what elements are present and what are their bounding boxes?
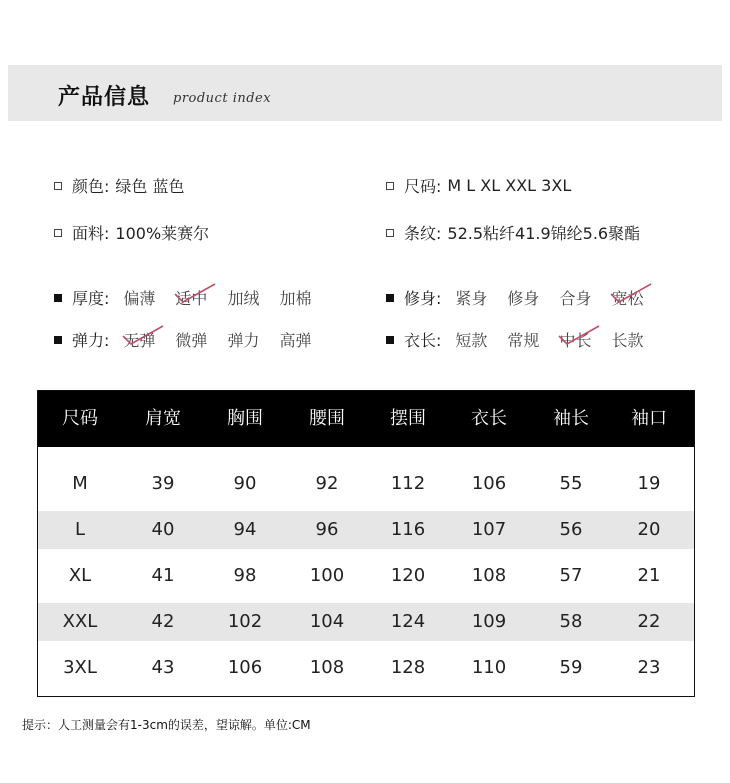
table-cell: 57 bbox=[559, 565, 583, 586]
attr-option-label: 中长 bbox=[559, 331, 592, 350]
table-cell: 40 bbox=[151, 519, 175, 540]
table-header-cell: 尺码 bbox=[62, 408, 98, 429]
table-cell: 106 bbox=[227, 657, 263, 678]
table-cell: 19 bbox=[637, 473, 661, 494]
table-cell: 94 bbox=[233, 519, 257, 540]
table-cell: 104 bbox=[309, 611, 345, 632]
bullet-square-icon bbox=[54, 336, 62, 344]
table-cell: XXL bbox=[62, 611, 98, 632]
bullet-box-icon bbox=[54, 229, 62, 237]
attr-option: 长款 bbox=[611, 331, 644, 350]
info-color-label: 颜色: bbox=[72, 177, 110, 196]
table-cell: 108 bbox=[471, 565, 507, 586]
attr-option: 弹力 bbox=[227, 331, 260, 350]
table-row bbox=[38, 649, 694, 687]
table-cell: 109 bbox=[471, 611, 507, 632]
table-header-cell: 袖口 bbox=[631, 408, 667, 429]
table-cell: 108 bbox=[309, 657, 345, 678]
table-cell: 116 bbox=[390, 519, 426, 540]
table-cell: 22 bbox=[637, 611, 661, 632]
attr-length bbox=[386, 328, 663, 351]
table-cell: L bbox=[74, 519, 86, 540]
table-header-cell: 衣长 bbox=[471, 408, 507, 429]
table-cell: 58 bbox=[559, 611, 583, 632]
table-cell: 102 bbox=[227, 611, 263, 632]
info-size bbox=[386, 174, 571, 197]
size-table bbox=[37, 390, 695, 697]
measurement-note: 提示：人工测量会有1-3cm的误差，望谅解。单位:CM bbox=[22, 718, 311, 732]
table-header-cell: 袖长 bbox=[553, 408, 589, 429]
attr-option-selected bbox=[175, 286, 207, 309]
attr-option: 加棉 bbox=[279, 289, 312, 308]
info-fabric-value: 100%莱赛尔 bbox=[115, 224, 210, 243]
table-row bbox=[38, 465, 694, 503]
table-cell: 21 bbox=[637, 565, 661, 586]
attr-option: 微弹 bbox=[175, 331, 208, 350]
table-cell: M bbox=[72, 473, 88, 494]
attr-thickness bbox=[54, 286, 331, 309]
info-fabric-label: 面料: bbox=[72, 224, 110, 243]
info-color bbox=[54, 174, 185, 197]
table-cell: 56 bbox=[559, 519, 583, 540]
table-cell: 98 bbox=[233, 565, 257, 586]
bullet-square-icon bbox=[54, 294, 62, 302]
table-header-cell: 肩宽 bbox=[145, 408, 181, 429]
table-cell: 39 bbox=[151, 473, 175, 494]
attr-option: 偏薄 bbox=[123, 289, 156, 308]
table-cell: 55 bbox=[559, 473, 583, 494]
bullet-box-icon bbox=[54, 182, 62, 190]
attr-option: 紧身 bbox=[455, 289, 488, 308]
attr-option: 常规 bbox=[507, 331, 540, 350]
table-header-cell: 摆围 bbox=[390, 408, 426, 429]
info-size-value: M L XL XXL 3XL bbox=[447, 176, 572, 195]
table-cell: 110 bbox=[471, 657, 507, 678]
attr-option: 高弹 bbox=[279, 331, 312, 350]
info-stripe bbox=[386, 221, 640, 244]
attr-option: 修身 bbox=[507, 289, 540, 308]
table-cell: 106 bbox=[471, 473, 507, 494]
table-cell: 107 bbox=[471, 519, 507, 540]
info-stripe-label: 条纹: bbox=[404, 224, 442, 243]
table-cell: 120 bbox=[390, 565, 426, 586]
attr-thickness-label: 厚度: bbox=[72, 289, 110, 308]
attr-fit-label: 修身: bbox=[404, 289, 442, 308]
attr-option: 合身 bbox=[559, 289, 592, 308]
table-header-cell: 胸围 bbox=[227, 408, 263, 429]
attr-option-selected bbox=[559, 328, 591, 351]
table-row bbox=[38, 511, 694, 549]
table-cell: 59 bbox=[559, 657, 583, 678]
page-subtitle: product index bbox=[173, 91, 272, 106]
info-fabric bbox=[54, 221, 209, 244]
table-cell: 20 bbox=[637, 519, 661, 540]
bullet-box-icon bbox=[386, 229, 394, 237]
attr-option: 加绒 bbox=[227, 289, 260, 308]
table-cell: 100 bbox=[309, 565, 345, 586]
bullet-square-icon bbox=[386, 336, 394, 344]
table-cell: 112 bbox=[390, 473, 426, 494]
attr-option-label: 适中 bbox=[175, 289, 208, 308]
table-cell: 23 bbox=[637, 657, 661, 678]
info-color-value: 绿色 蓝色 bbox=[115, 177, 185, 196]
info-stripe-value: 52.5粘纤41.9锦纶5.6聚酯 bbox=[447, 224, 641, 243]
table-cell: 128 bbox=[390, 657, 426, 678]
table-cell: 96 bbox=[315, 519, 339, 540]
table-header-cell: 腰围 bbox=[309, 408, 345, 429]
table-cell: 43 bbox=[151, 657, 175, 678]
table-row bbox=[38, 603, 694, 641]
info-size-label: 尺码: bbox=[404, 177, 442, 196]
table-cell: 92 bbox=[315, 473, 339, 494]
attr-option-label: 无弹 bbox=[123, 331, 156, 350]
bullet-box-icon bbox=[386, 182, 394, 190]
attr-elasticity-label: 弹力: bbox=[72, 331, 110, 350]
attr-option-label: 宽松 bbox=[611, 289, 644, 308]
bullet-square-icon bbox=[386, 294, 394, 302]
table-cell: 124 bbox=[390, 611, 426, 632]
attr-option: 短款 bbox=[455, 331, 488, 350]
table-cell: 3XL bbox=[63, 657, 97, 678]
attr-option-selected bbox=[123, 328, 155, 351]
table-cell: 90 bbox=[233, 473, 257, 494]
attr-option-selected bbox=[611, 286, 643, 309]
size-table-header bbox=[38, 391, 694, 447]
table-cell: 42 bbox=[151, 611, 175, 632]
page-title: 产品信息 bbox=[58, 85, 151, 110]
table-cell: XL bbox=[68, 565, 92, 586]
table-row bbox=[38, 557, 694, 595]
attr-fit bbox=[386, 286, 663, 309]
attr-length-label: 衣长: bbox=[404, 331, 442, 350]
attr-elasticity bbox=[54, 328, 331, 351]
table-cell: 41 bbox=[151, 565, 175, 586]
